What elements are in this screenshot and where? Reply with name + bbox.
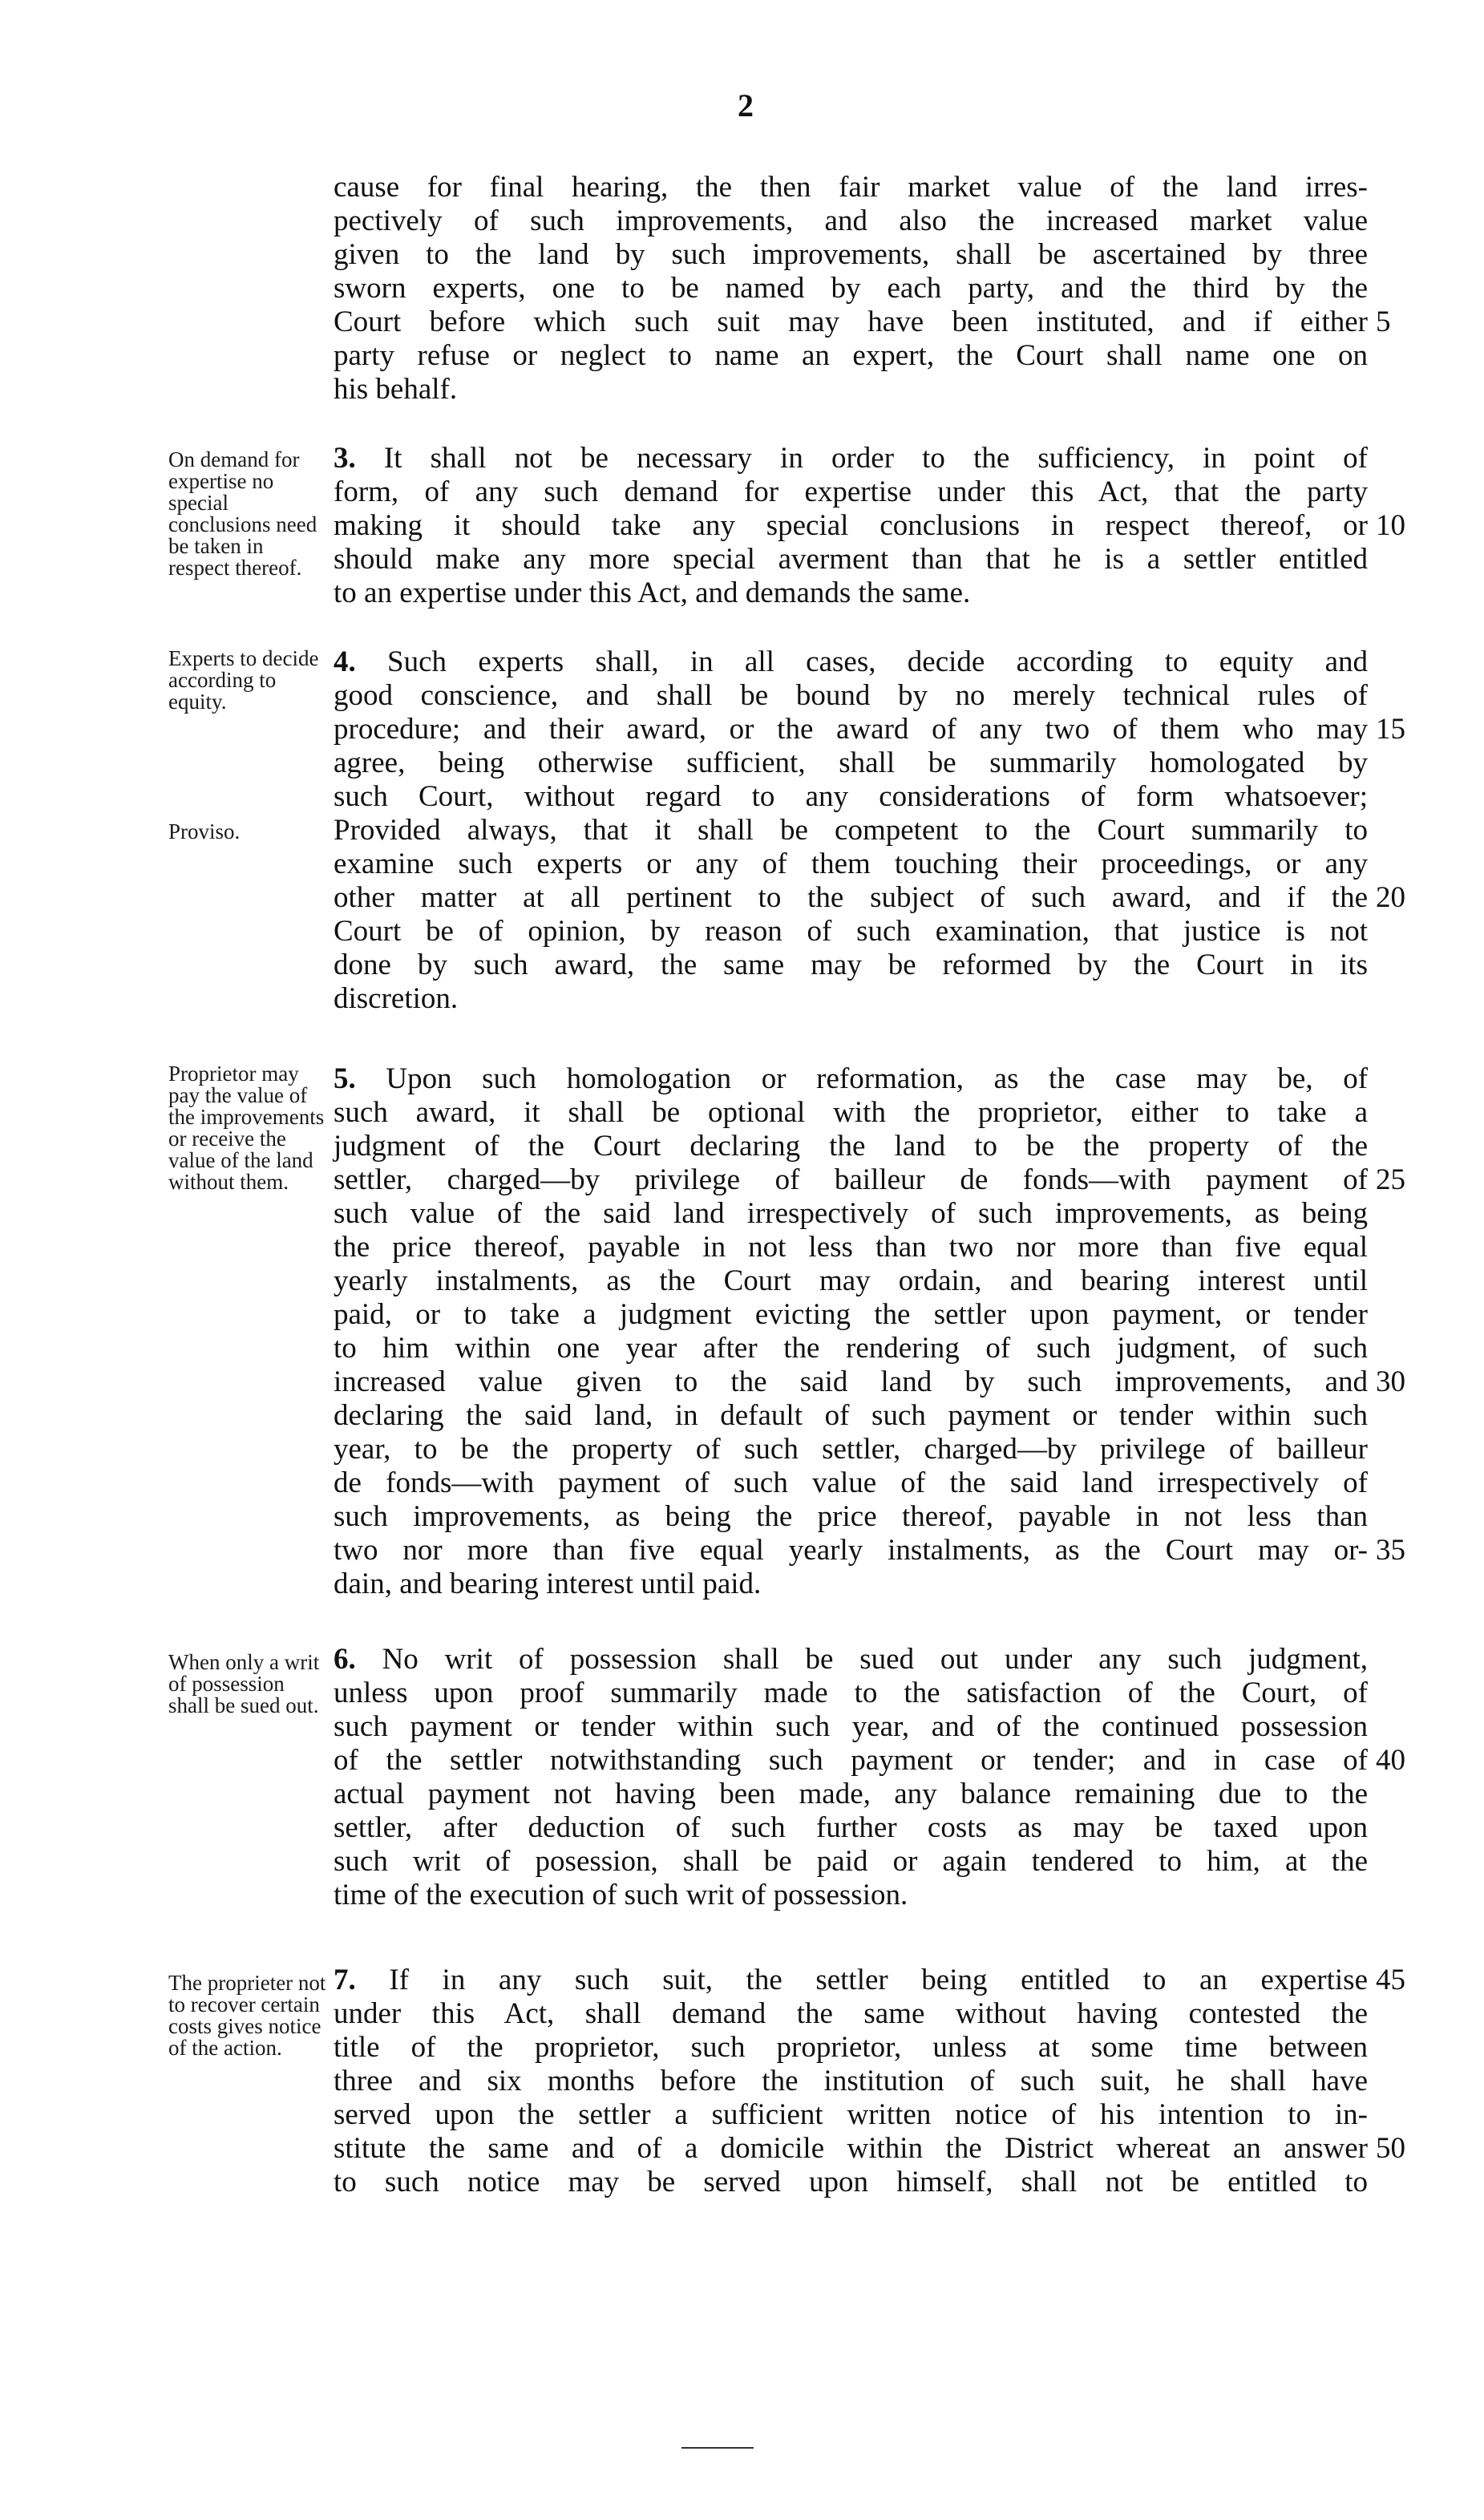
text-line: should make any more special averment than that he is a settler entitled bbox=[334, 543, 1368, 576]
text-line: of the settler notwithstanding such payment or tender; and in case of bbox=[334, 1744, 1368, 1777]
text-line: 7. If in any such suit, the settler being entitled to an expertise bbox=[334, 1964, 1368, 1996]
text-line: actual payment not having been made, any balance remaining due to the bbox=[334, 1778, 1368, 1810]
margin-note: Proprietor may pay the value of the improvements or receive the value of the land without them. bbox=[168, 1062, 325, 1194]
text-line: two nor more than five equal yearly instalments, as the Court may or- bbox=[334, 1534, 1368, 1567]
text-line: three and six months before the institution of such suit, he shall have bbox=[334, 2065, 1368, 2097]
text-line: such award, it shall be optional with the proprietor, either to take a bbox=[334, 1096, 1368, 1129]
text-line: under this Act, shall demand the same without having contested the bbox=[334, 1997, 1368, 2030]
text-line: given to the land by such improvements, shall be ascertained by three bbox=[334, 238, 1368, 271]
margin-note: The proprieter not to recover certain costs gives notice of the action. bbox=[168, 1971, 326, 2060]
line-number: 50 bbox=[1376, 2132, 1405, 2165]
line-number: 10 bbox=[1376, 509, 1405, 542]
text-line: his behalf. bbox=[334, 373, 458, 406]
line-number: 25 bbox=[1376, 1163, 1405, 1196]
text-line: pectively of such improvements, and also the increased market value bbox=[334, 204, 1368, 237]
text-line: good conscience, and shall be bound by no merely technical rules of bbox=[334, 679, 1368, 712]
line-number: 35 bbox=[1376, 1534, 1405, 1567]
text-line: done by such award, the same may be reformed by the Court in its bbox=[334, 949, 1368, 981]
line-number: 45 bbox=[1376, 1964, 1405, 1996]
text-line: stitute the same and of a domicile within the District whereat an answer bbox=[334, 2132, 1368, 2165]
text-line: yearly instalments, as the Court may ordain, and bearing interest until bbox=[334, 1264, 1368, 1297]
text-line: Court before which such suit may have been instituted, and if either bbox=[334, 305, 1368, 338]
text-line: to such notice may be served upon himself, shall not be entitled to bbox=[334, 2166, 1368, 2198]
section-number: 5. bbox=[334, 1062, 356, 1095]
margin-note-proviso: Proviso. bbox=[168, 819, 241, 843]
text-line: examine such experts or any of them touching their proceedings, or any bbox=[334, 847, 1368, 880]
section-number: 6. bbox=[334, 1643, 356, 1676]
text-line: agree, being otherwise sufficient, shall be summarily homologated by bbox=[334, 746, 1368, 779]
text-line: the price thereof, payable in not less than two nor more than five equal bbox=[334, 1231, 1368, 1264]
text-line: declaring the said land, in default of such payment or tender within such bbox=[334, 1399, 1368, 1432]
text-line: Provided always, that it shall be competent to the Court summarily to bbox=[334, 814, 1368, 847]
text-line: 6. No writ of possession shall be sued out under any such judgment, bbox=[334, 1643, 1369, 1676]
text-line: 4. Such experts shall, in all cases, decide according to equity and bbox=[334, 645, 1368, 678]
text-line: year, to be the property of such settler, charged—by privilege of bailleur bbox=[334, 1433, 1368, 1466]
text-line: to him within one year after the rendering of such judgment, of such bbox=[334, 1332, 1368, 1365]
line-number: 20 bbox=[1376, 881, 1405, 914]
text-line: procedure; and their award, or the award of any two of them who may bbox=[334, 713, 1368, 746]
text-line: unless upon proof summarily made to the satisfaction of the Court, of bbox=[334, 1677, 1368, 1709]
text-line: such improvements, as being the price thereof, payable in not less than bbox=[334, 1500, 1368, 1533]
text-line: such value of the said land irrespectively of such improvements, as being bbox=[334, 1197, 1368, 1230]
text-line: sworn experts, one to be named by each party, and the third by the bbox=[334, 272, 1368, 305]
text-line: time of the execution of such writ of possession. bbox=[334, 1879, 908, 1911]
text-line: to an expertise under this Act, and demands the same. bbox=[334, 576, 971, 609]
footer-rule bbox=[681, 2447, 754, 2449]
text-line: paid, or to take a judgment evicting the settler upon payment, or tender bbox=[334, 1298, 1368, 1331]
section-number: 4. bbox=[334, 645, 356, 678]
text-line: de fonds—with payment of such value of the said land irrespectively of bbox=[334, 1466, 1368, 1499]
text-line: title of the proprietor, such proprietor, unless at some time between bbox=[334, 2031, 1368, 2064]
text-line: party refuse or neglect to name an expert, the Court shall name one on bbox=[334, 339, 1368, 372]
text-line: other matter at all pertinent to the subject of such award, and if the bbox=[334, 881, 1368, 914]
line-number: 30 bbox=[1376, 1365, 1405, 1398]
text-line: such payment or tender within such year, and of the continued possession bbox=[334, 1710, 1368, 1743]
text-line: such Court, without regard to any considerations of form whatsoever; bbox=[334, 780, 1368, 813]
text-line: increased value given to the said land by such improvements, and bbox=[334, 1365, 1368, 1398]
section-number: 3. bbox=[334, 442, 356, 475]
text-line: form, of any such demand for expertise under this Act, that the party bbox=[334, 475, 1368, 508]
text-line: such writ of posession, shall be paid or again tendered to him, at the bbox=[334, 1845, 1368, 1878]
margin-note: On demand for expertise no special conclusions need be taken in respect thereof. bbox=[168, 447, 317, 580]
text-line: cause for final hearing, the then fair market value of the land irres- bbox=[334, 171, 1368, 204]
margin-note: When only a writ of possession shall be sued out. bbox=[168, 1650, 320, 1717]
text-line: Court be of opinion, by reason of such examination, that justice is not bbox=[334, 915, 1368, 948]
text-line: settler, charged—by privilege of bailleur de fonds—with payment of bbox=[334, 1163, 1368, 1196]
page-number: 2 bbox=[738, 87, 754, 123]
margin-note: Experts to decide according to equity. bbox=[168, 646, 319, 714]
text-line: settler, after deduction of such further costs as may be taxed upon bbox=[334, 1811, 1368, 1844]
section-number: 7. bbox=[334, 1964, 356, 1996]
text-line: served upon the settler a sufficient written notice of his intention to in- bbox=[334, 2098, 1368, 2131]
text-line: discretion. bbox=[334, 982, 459, 1015]
text-line: making it should take any special conclusions in respect thereof, or bbox=[334, 509, 1368, 542]
line-number: 40 bbox=[1376, 1744, 1405, 1777]
line-number: 5 bbox=[1376, 305, 1391, 338]
text-line: judgment of the Court declaring the land to be the property of the bbox=[334, 1130, 1368, 1163]
line-number: 15 bbox=[1376, 713, 1405, 746]
text-line: 3. It shall not be necessary in order to the sufficiency, in point of bbox=[334, 442, 1369, 475]
text-line: dain, and bearing interest until paid. bbox=[334, 1567, 762, 1600]
text-line: 5. Upon such homologation or reformation, as the case may be, of bbox=[334, 1062, 1369, 1095]
